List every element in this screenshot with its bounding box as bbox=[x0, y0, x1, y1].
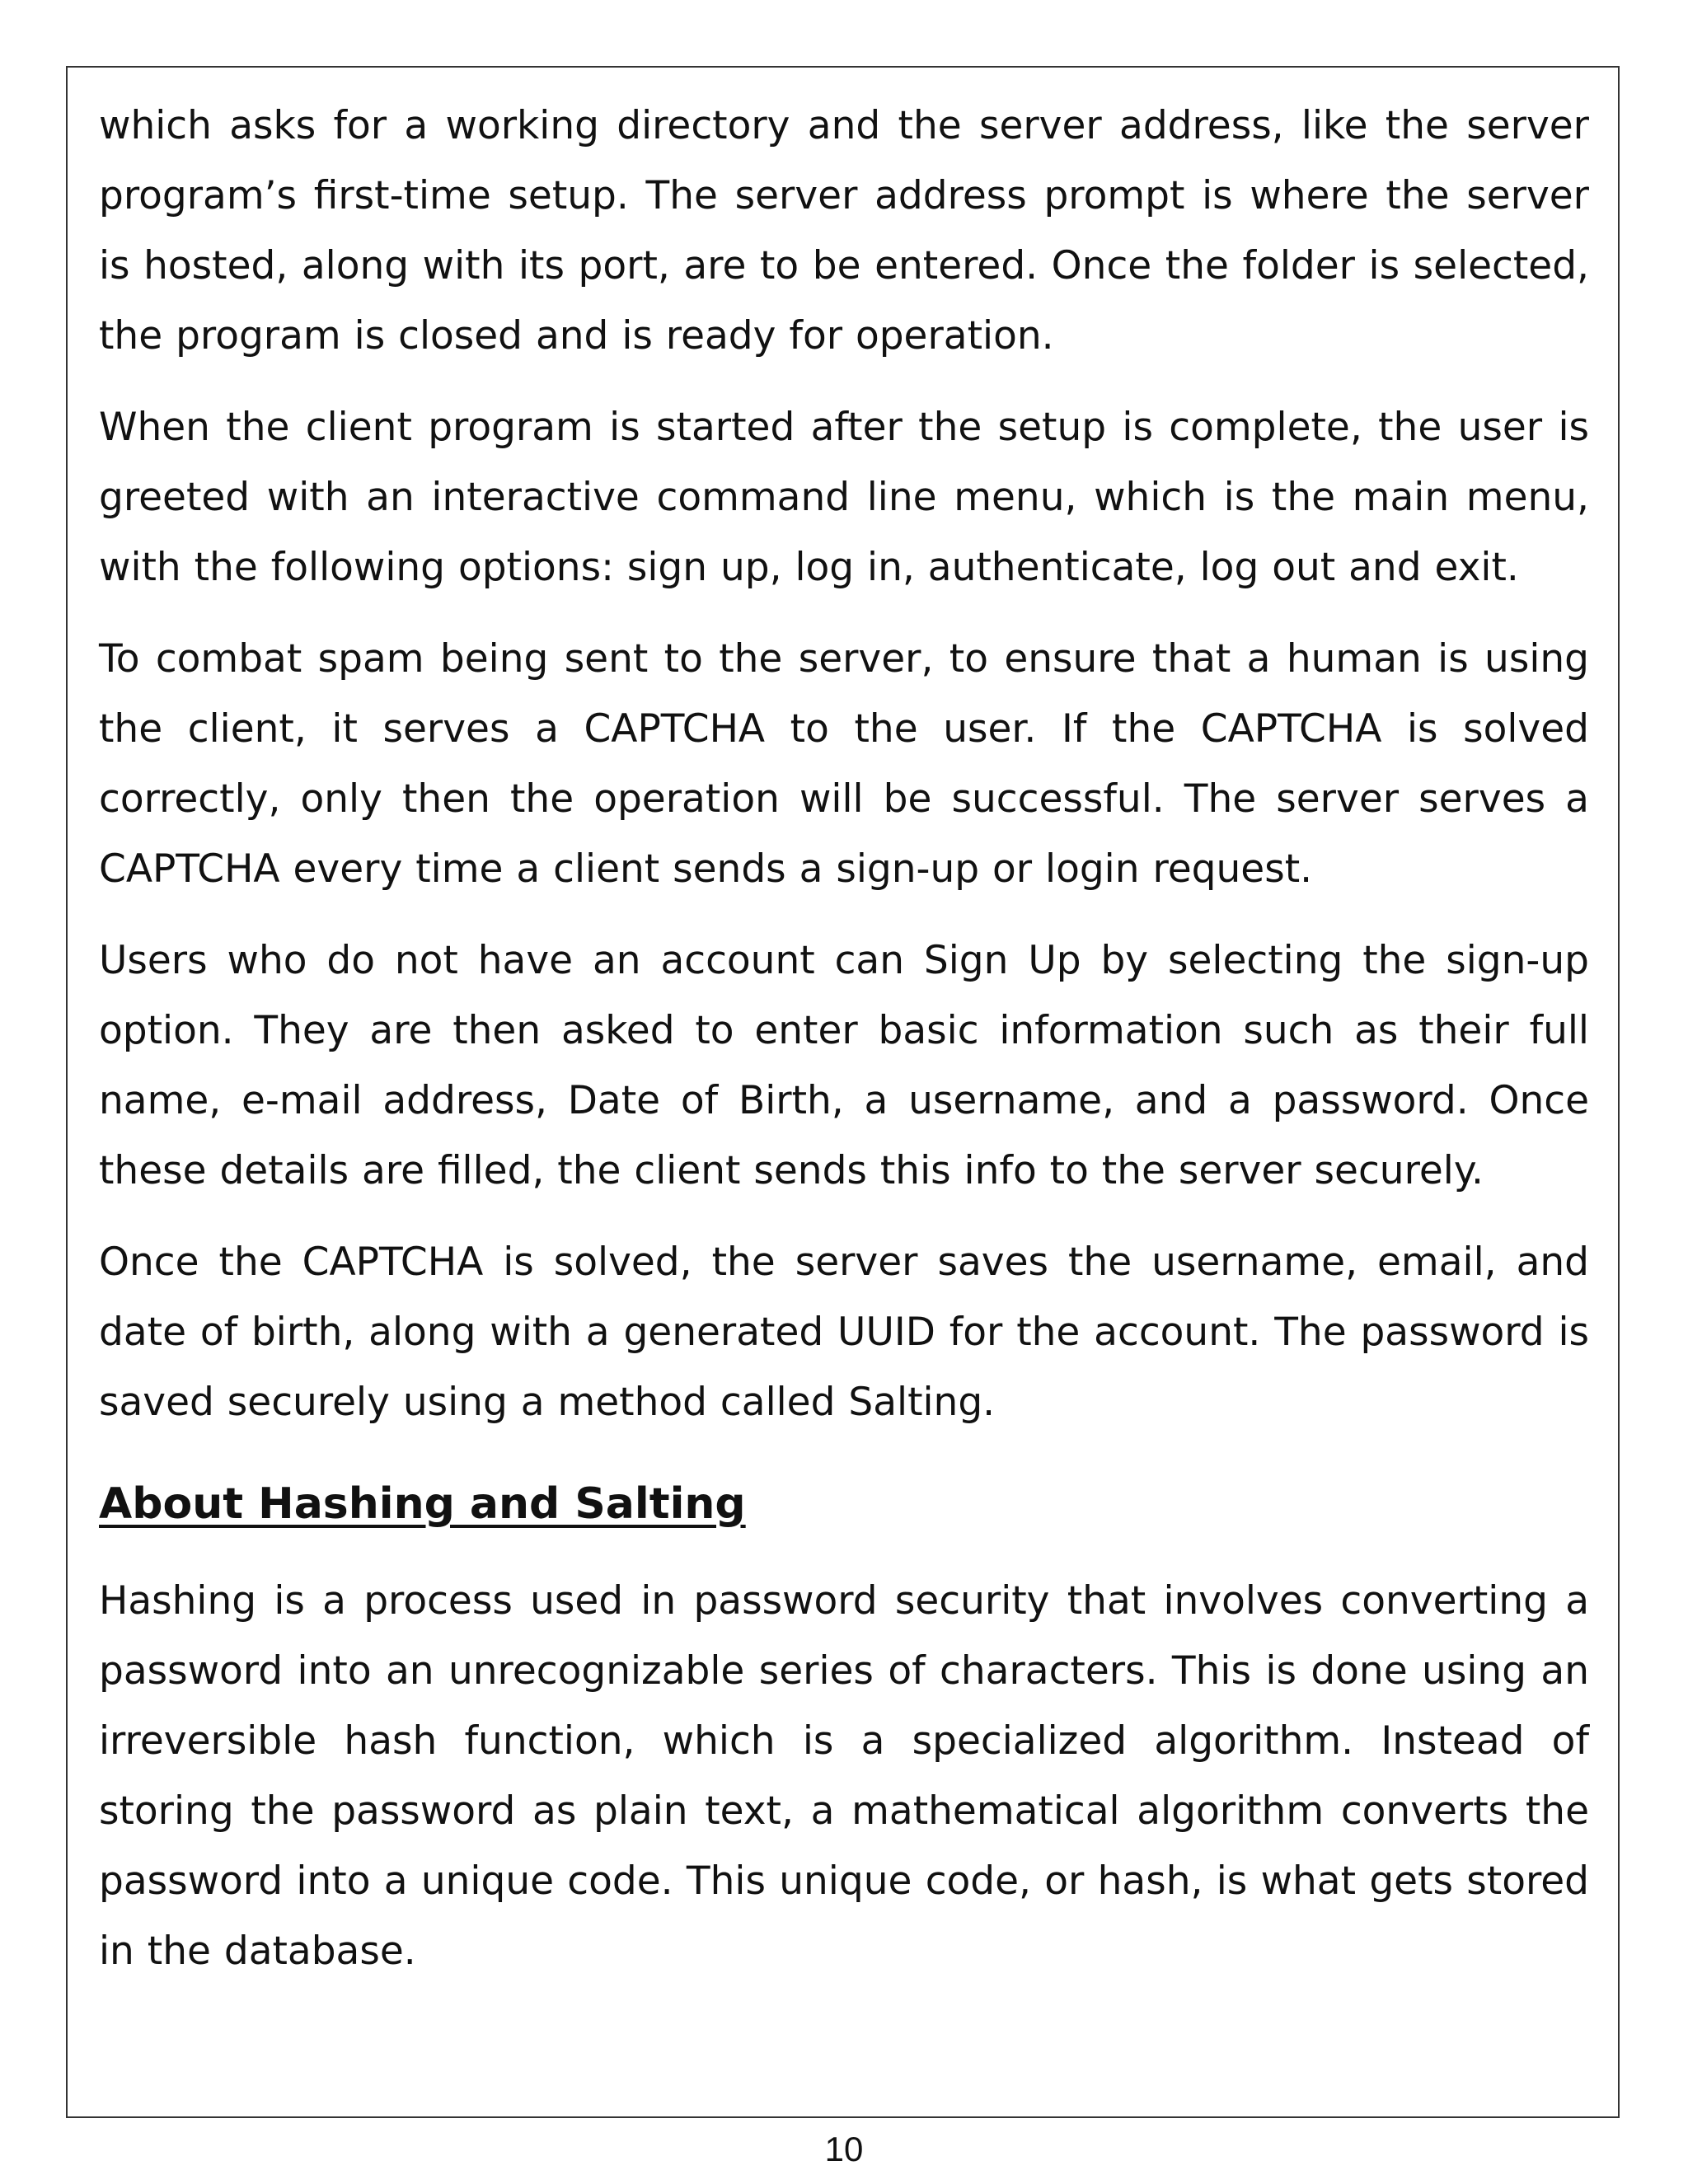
page-number: 10 bbox=[824, 2130, 864, 2168]
paragraph-sign-up: Users who do not have an account can Sign Up by selecting the sign-up option. They are then asked to enter basic information such as their full name, e-mail address, Date of Birth, a username, and a password. Once these details are filled, the client sends this info to the server securely. bbox=[99, 938, 1589, 1193]
paragraph-account-storage: Once the CAPTCHA is solved, the server saves the username, email, and date of birth, along with a generated UUID for the account. The password is saved securely using a method called Salting. bbox=[99, 1240, 1589, 1425]
paragraph-hashing: Hashing is a process used in password security that involves converting a password into an unrecognizable series of characters. This is done using an irreversible hash function, which is a specialized algorithm. Instead of storing the password as plain text, a mathematical algorithm converts the password into a unique code. This unique code, or hash, is what gets stored in the database. bbox=[99, 1578, 1589, 1974]
section-heading: About Hashing and Salting bbox=[99, 1479, 746, 1529]
paragraph-setup: which asks for a working directory and the server address, like the server program’s first-time setup. The server address prompt is where the server is hosted, along with its port, are to be entered. Once the folder is selected, the program is closed and is ready for operation. bbox=[99, 103, 1589, 359]
paragraph-captcha: To combat spam being sent to the server, to ensure that a human is using the client, it serves a CAPTCHA to the user. If the CAPTCHA is solved correctly, only then the operation will be successful. The server serves a CAPTCHA every time a client sends a sign-up or login request. bbox=[99, 636, 1589, 892]
document-body bbox=[99, 91, 1589, 2008]
paragraph-main-menu: When the client program is started after the setup is complete, the user is greeted with an interactive command line menu, which is the main menu, with the following options: sign up, log in, authenticate, log out and exit. bbox=[99, 405, 1589, 590]
